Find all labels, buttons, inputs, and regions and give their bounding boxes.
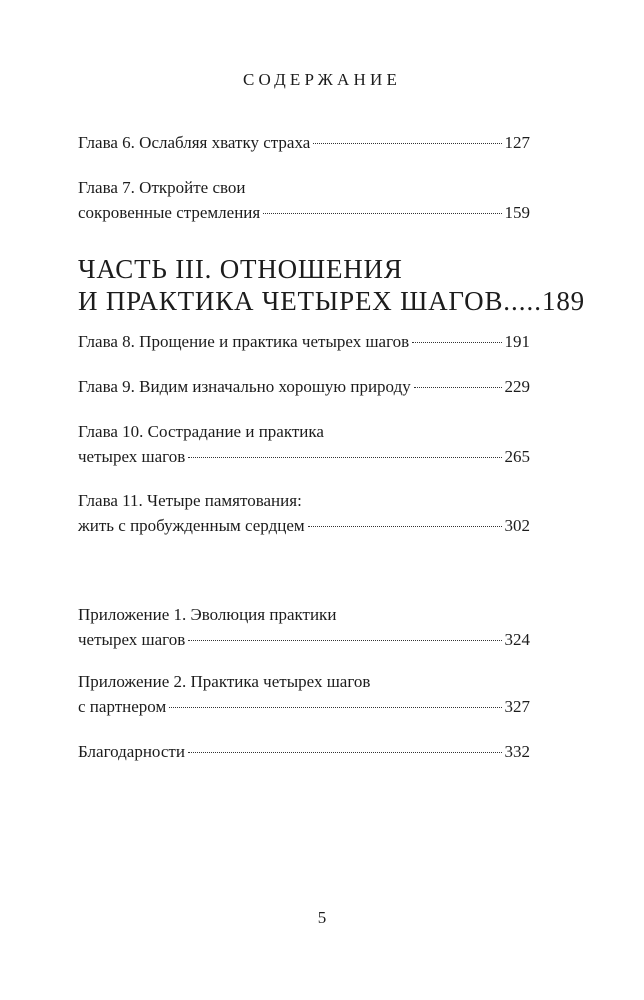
toc-page-number: 127	[504, 133, 530, 152]
toc-entry-chapter-8[interactable]	[78, 331, 530, 353]
toc-page-number: 265	[504, 447, 530, 466]
toc-entry-title: Благодарности	[78, 742, 185, 761]
toc-entry-chapter-11-line-1[interactable]	[78, 490, 530, 512]
toc-entry-appendix-2[interactable]	[78, 696, 530, 718]
toc-entry-title: Глава 8. Прощение и практика четырех шагов	[78, 332, 410, 351]
dot-leader	[412, 342, 501, 343]
toc-entry-appendix-2-line-1[interactable]	[78, 671, 530, 693]
part-title-line-1[interactable]	[78, 253, 530, 285]
toc-entry-title: Глава 6. Ослабляя хватку страха	[78, 133, 311, 152]
toc-entry-appendix-1[interactable]	[78, 629, 530, 651]
toc-page-number: 159	[504, 203, 530, 222]
dot-leader	[313, 143, 501, 144]
toc-entry-appendix-1-line-1[interactable]	[78, 604, 530, 626]
toc-page-number: 324	[504, 630, 530, 649]
page-title: СОДЕРЖАНИЕ	[242, 70, 402, 89]
page-number-folio: 5	[317, 908, 327, 927]
toc-entry-chapter-10-line-1[interactable]	[78, 421, 530, 443]
toc-entry-acknowledgements[interactable]	[78, 741, 530, 763]
toc-page-number: 229	[504, 377, 530, 396]
part-page-number: 189	[542, 286, 585, 316]
toc-entry-chapter-11[interactable]	[78, 515, 530, 537]
toc-entry-title: сокровенные стремления	[78, 203, 261, 222]
toc-entry-chapter-10[interactable]	[78, 446, 530, 468]
part-title-text: ЧАСТЬ III. ОТНОШЕНИЯ	[78, 254, 403, 284]
toc-entry-title: четырех шагов	[78, 447, 186, 466]
toc-entry-title: Глава 9. Видим изначально хорошую природу	[78, 377, 411, 396]
toc-entry-chapter-6[interactable]	[78, 132, 530, 154]
part-dot-leader: .....	[503, 286, 543, 316]
part-title-text: И ПРАКТИКА ЧЕТЫРЕХ ШАГОВ	[78, 286, 504, 316]
toc-entry-chapter-7[interactable]	[78, 202, 530, 224]
toc-entry-title: четырех шагов	[78, 630, 186, 649]
toc-entry-title: Глава 7. Откройте свои	[78, 178, 246, 197]
toc-entry-title: Приложение 2. Практика четырех шагов	[78, 672, 371, 691]
dot-leader	[188, 640, 501, 641]
dot-leader	[188, 752, 502, 753]
toc-entry-chapter-9[interactable]	[78, 376, 530, 398]
toc-entry-title: с партнером	[78, 697, 167, 716]
toc-entry-title: Глава 10. Сострадание и практика	[78, 422, 324, 441]
dot-leader	[414, 387, 502, 388]
part-title-line-2[interactable]	[78, 285, 585, 317]
toc-page-number: 327	[504, 697, 530, 716]
dot-leader	[169, 707, 501, 708]
dot-leader	[188, 457, 501, 458]
toc-entry-chapter-7-line-1[interactable]	[78, 177, 530, 199]
dot-leader	[263, 213, 501, 214]
toc-page-number: 302	[504, 516, 530, 535]
toc-entry-title: Приложение 1. Эволюция практики	[78, 605, 337, 624]
toc-page-number: 191	[504, 332, 530, 351]
dot-leader	[308, 526, 502, 527]
toc-page-number: 332	[504, 742, 530, 761]
toc-entry-title: Глава 11. Четыре памятования:	[78, 491, 302, 510]
toc-entry-title: жить с пробужденным сердцем	[78, 516, 305, 535]
